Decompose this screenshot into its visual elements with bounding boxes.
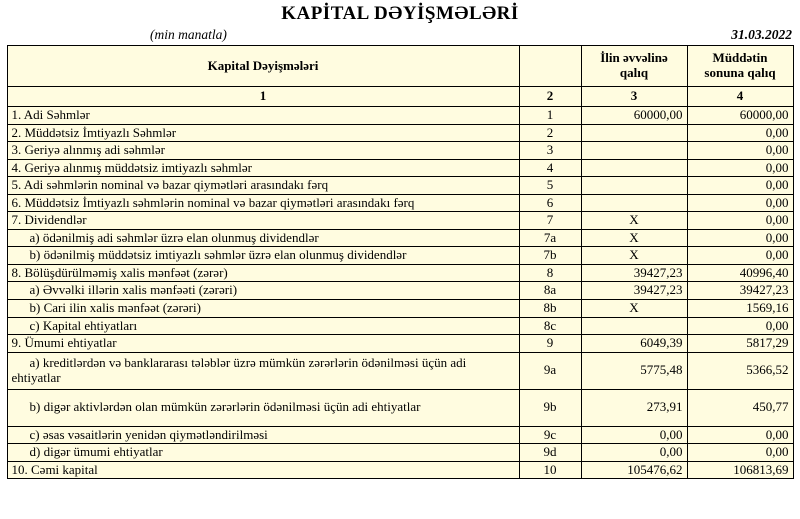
table-row <box>7 426 793 444</box>
table-row <box>7 335 793 353</box>
row-label <box>7 247 519 265</box>
table-row <box>7 317 793 335</box>
row-closing-balance: 0,00 <box>687 317 793 335</box>
unit-note: (min manatla) <box>150 27 227 42</box>
row-label <box>7 444 519 462</box>
row-label <box>7 389 519 426</box>
row-code: 9b <box>519 389 581 426</box>
row-closing-balance: 0,00 <box>687 247 793 265</box>
row-label <box>7 300 519 318</box>
table-row <box>7 212 793 230</box>
column-number-row <box>7 87 793 107</box>
row-closing-balance: 0,00 <box>687 229 793 247</box>
table-header-row <box>7 46 793 87</box>
row-opening-balance: X <box>581 247 687 265</box>
row-closing-balance: 0,00 <box>687 124 793 142</box>
row-opening-balance <box>581 159 687 177</box>
row-code: 4 <box>519 159 581 177</box>
report-date: 31.03.2022 <box>731 27 792 42</box>
table-body <box>7 107 793 479</box>
table-row <box>7 444 793 462</box>
row-closing-balance: 106813,69 <box>687 461 793 479</box>
table-row <box>7 282 793 300</box>
table-row <box>7 389 793 426</box>
row-opening-balance: 273,91 <box>581 389 687 426</box>
table-row <box>7 264 793 282</box>
row-code: 6 <box>519 194 581 212</box>
row-closing-balance: 40996,40 <box>687 264 793 282</box>
capital-changes-table <box>7 45 794 479</box>
row-closing-balance: 450,77 <box>687 389 793 426</box>
row-closing-balance: 39427,23 <box>687 282 793 300</box>
row-code: 10 <box>519 461 581 479</box>
page-title: KAPİTAL DƏYİŞMƏLƏRİ <box>281 3 519 24</box>
row-closing-balance: 0,00 <box>687 159 793 177</box>
table-row <box>7 159 793 177</box>
table-row <box>7 247 793 265</box>
column-number: 2 <box>519 87 581 107</box>
table-row <box>7 461 793 479</box>
row-closing-balance: 5817,29 <box>687 335 793 353</box>
column-number: 3 <box>581 87 687 107</box>
row-code: 7b <box>519 247 581 265</box>
header-opening-balance: İlin əvvəlinə qalıq <box>581 46 687 87</box>
row-code: 7 <box>519 212 581 230</box>
row-label: 8. Bölüşdürülməmiş xalis mənfəət (zərər) <box>7 264 519 282</box>
row-label-text: b) Cari ilin xalis mənfəət (zərəri) <box>29 300 201 316</box>
row-opening-balance: 105476,62 <box>581 461 687 479</box>
row-opening-balance: X <box>581 229 687 247</box>
row-opening-balance <box>581 124 687 142</box>
row-label: 10. Cəmi kapital <box>7 461 519 479</box>
row-opening-balance: 39427,23 <box>581 282 687 300</box>
row-code: 9d <box>519 444 581 462</box>
row-code: 3 <box>519 142 581 160</box>
row-label <box>7 352 519 389</box>
row-closing-balance: 0,00 <box>687 194 793 212</box>
row-opening-balance <box>581 142 687 160</box>
row-code: 9c <box>519 426 581 444</box>
row-opening-balance <box>581 317 687 335</box>
header-label: Kapital Dəyişmələri <box>7 46 519 87</box>
row-code: 9 <box>519 335 581 353</box>
row-closing-balance: 60000,00 <box>687 107 793 125</box>
row-label-text: a) Əvvəlki illərin xalis mənfəəti (zərəri) <box>29 282 238 298</box>
row-label-text: d) digər ümumi ehtiyatlar <box>29 444 163 460</box>
row-opening-balance <box>581 194 687 212</box>
row-opening-balance: 0,00 <box>581 444 687 462</box>
row-code: 9a <box>519 352 581 389</box>
row-opening-balance: 39427,23 <box>581 264 687 282</box>
row-code: 5 <box>519 177 581 195</box>
row-label-text: c) Kapital ehtiyatları <box>29 317 138 333</box>
subheader <box>0 27 800 45</box>
row-closing-balance: 0,00 <box>687 426 793 444</box>
row-opening-balance: 5775,48 <box>581 352 687 389</box>
column-number: 1 <box>7 87 519 107</box>
table-row <box>7 142 793 160</box>
row-label-text: b) digər aktivlərdən olan mümkün zərərlərin ödənilməsi üçün adi ehtiyatlar <box>29 399 421 415</box>
row-opening-balance <box>581 177 687 195</box>
row-label <box>7 426 519 444</box>
row-closing-balance: 0,00 <box>687 444 793 462</box>
row-closing-balance: 0,00 <box>687 142 793 160</box>
table-row <box>7 300 793 318</box>
header-code <box>519 46 581 87</box>
row-opening-balance: X <box>581 300 687 318</box>
row-code: 2 <box>519 124 581 142</box>
row-closing-balance: 5366,52 <box>687 352 793 389</box>
row-label: 6. Müddətsiz İmtiyazlı səhmlərin nominal və bazar qiymətləri arasındakı fərq <box>7 194 519 212</box>
row-label: 9. Ümumi ehtiyatlar <box>7 335 519 353</box>
row-opening-balance: 6049,39 <box>581 335 687 353</box>
header-closing-balance: Müddətin sonuna qalıq <box>687 46 793 87</box>
row-label: 4. Geriyə alınmış müddətsiz imtiyazlı səhmlər <box>7 159 519 177</box>
row-closing-balance: 0,00 <box>687 177 793 195</box>
row-label-text: a) kreditlərdən və banklararası tələblər üzrə mümkün zərərlərin ödənilməsi üçün adi ehtiyatlar <box>11 355 467 385</box>
column-number: 4 <box>687 87 793 107</box>
row-label-text: c) əsas vəsaitlərin yenidən qiymətləndirilməsi <box>29 426 268 442</box>
table-row <box>7 229 793 247</box>
row-code: 7a <box>519 229 581 247</box>
row-label: 7. Dividendlər <box>7 212 519 230</box>
table-row <box>7 194 793 212</box>
row-label: 3. Geriyə alınmış adi səhmlər <box>7 142 519 160</box>
row-label <box>7 282 519 300</box>
row-opening-balance: 60000,00 <box>581 107 687 125</box>
table-row <box>7 107 793 125</box>
row-opening-balance: X <box>581 212 687 230</box>
row-code: 8b <box>519 300 581 318</box>
row-code: 8c <box>519 317 581 335</box>
table-row <box>7 124 793 142</box>
row-closing-balance: 0,00 <box>687 212 793 230</box>
row-label: 5. Adi səhmlərin nominal və bazar qiymətləri arasındakı fərq <box>7 177 519 195</box>
table-row <box>7 177 793 195</box>
row-label <box>7 317 519 335</box>
row-label-text: a) ödənilmiş adi səhmlər üzrə elan olunmuş dividendlər <box>29 229 319 245</box>
row-label: 2. Müddətsiz İmtiyazlı Səhmlər <box>7 124 519 142</box>
row-label: 1. Adi Səhmlər <box>7 107 519 125</box>
row-closing-balance: 1569,16 <box>687 300 793 318</box>
row-code: 8a <box>519 282 581 300</box>
row-code: 8 <box>519 264 581 282</box>
row-label-text: b) ödənilmiş müddətsiz imtiyazlı səhmlər üzrə elan olunmuş dividendlər <box>29 247 407 263</box>
row-label <box>7 229 519 247</box>
row-code: 1 <box>519 107 581 125</box>
row-opening-balance: 0,00 <box>581 426 687 444</box>
table-row <box>7 352 793 389</box>
